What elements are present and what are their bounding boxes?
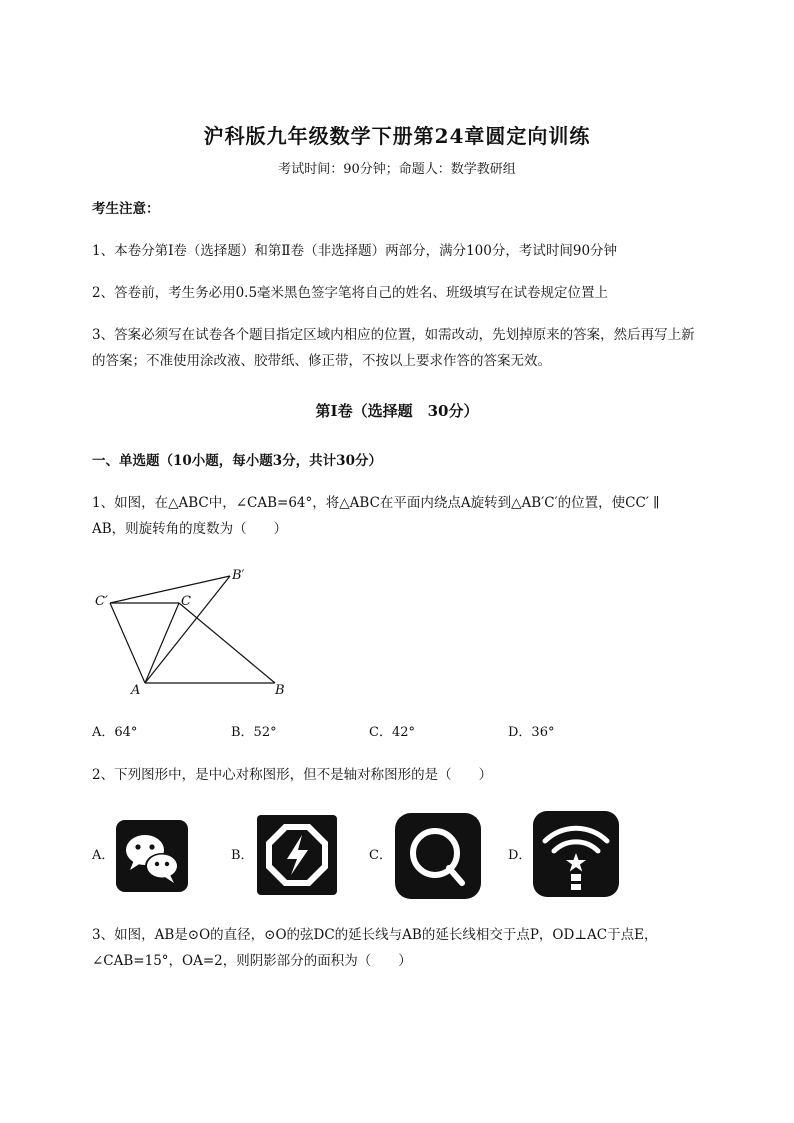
q1-text-line1: 1、如图，在△ABC中，∠CAB=64°，将△ABC在平面内绕点A旋转到△AB′C′的位置，使CC′ ∥	[92, 495, 660, 511]
notice-item-1: 1、本卷分第I卷（选择题）和第Ⅱ卷（非选择题）两部分，满分100分，考试时间90分钟	[92, 243, 618, 259]
q1-figure	[88, 560, 308, 705]
search-q-icon[interactable]	[395, 813, 481, 899]
label-b-prime: B′	[232, 568, 245, 583]
notice-item-3: 3、答案必须写在试卷各个题目指定区域内相应的位置，如需改动，先划掉原来的答案，然后再写上新	[92, 327, 695, 343]
label-b: B	[275, 683, 285, 698]
page-subtitle: 考试时间：90分钟；命题人：数学教研组	[278, 162, 516, 177]
notice-item-3-cont: 的答案；不准使用涂改液、胶带纸、修正带，不按以上要求作答的答案无效。	[92, 353, 551, 369]
label-a: A	[131, 683, 141, 698]
notice-heading: 考生注意：	[92, 201, 160, 217]
lightning-icon[interactable]	[257, 815, 337, 895]
q2-text: 2、下列图形中，是中心对称图形，但不是轴对称图形的是（ ）	[92, 767, 493, 783]
wifi-star-icon[interactable]	[533, 811, 619, 897]
label-c: C	[181, 594, 191, 609]
q1-option-b[interactable]: B．52°	[231, 725, 277, 740]
edge-a-c	[145, 603, 179, 683]
q2-option-a-label[interactable]: A．	[92, 848, 115, 863]
notice-item-2: 2、答卷前，考生务必用0.5毫米黑色签字笔将自己的姓名、班级填写在试卷规定位置上	[92, 285, 609, 301]
q2-option-b-label[interactable]: B．	[231, 848, 254, 863]
q1-option-a[interactable]: A．64°	[92, 725, 138, 740]
q1-option-c[interactable]: C．42°	[369, 725, 415, 740]
wechat-icon[interactable]	[116, 820, 188, 892]
q1-option-d[interactable]: D．36°	[508, 725, 555, 740]
part-heading: 一、单选题（10小题，每小题3分，共计30分）	[92, 453, 382, 469]
edge-c-prime-a	[110, 603, 145, 683]
section-title: 第I卷（选择题 30分）	[315, 402, 479, 420]
edge-c-b	[179, 603, 275, 683]
q1-text-line2: AB，则旋转角的度数为（ ）	[92, 521, 288, 537]
page-title: 沪科版九年级数学下册第24章圆定向训练	[203, 124, 591, 148]
q3-text-line2: ∠CAB=15°，OA=2，则阴影部分的面积为（ ）	[92, 953, 412, 969]
q3-text-line1: 3、如图，AB是⊙O的直径，⊙O的弦DC的延长线与AB的延长线相交于点P，OD⊥AC于点E，	[92, 927, 658, 943]
label-c-prime: C′	[95, 594, 108, 609]
q2-option-d-label[interactable]: D．	[508, 848, 532, 863]
q2-option-c-label[interactable]: C．	[369, 848, 392, 863]
